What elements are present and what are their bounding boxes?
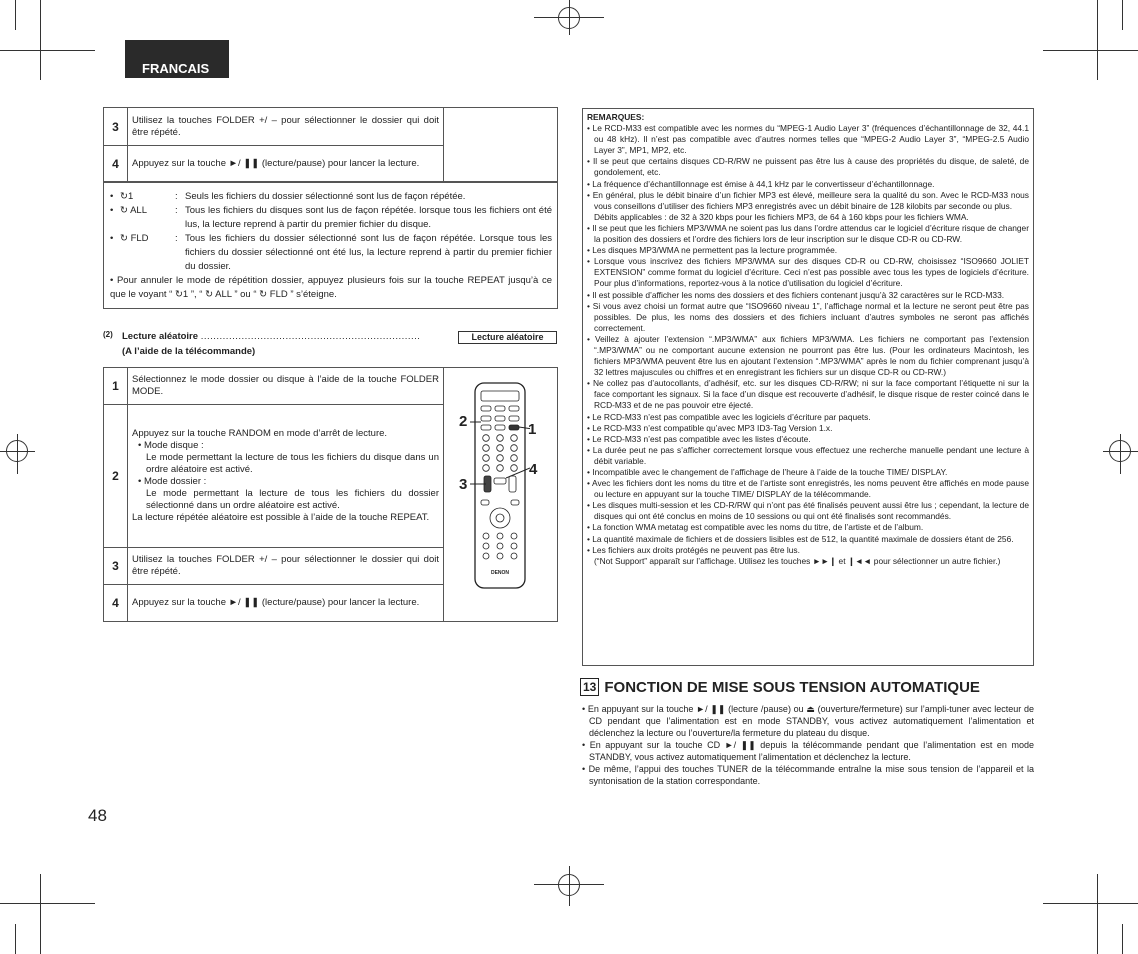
language-tab: FRANCAIS bbox=[125, 40, 229, 78]
repeat-modes bbox=[110, 190, 552, 302]
step-text: Utilisez la touches FOLDER +/ – pour sélectionner le dossier qui doit être répété. bbox=[128, 108, 444, 146]
step-line: Le mode permettant la lecture de tous les fichiers du dossier sélectionné dans un ordre aléatoire est activé. bbox=[146, 488, 439, 511]
callout-2: 2 bbox=[459, 413, 468, 430]
separator: : bbox=[175, 233, 178, 244]
mode-description: Seuls les fichiers du dossier sélectionné sont lus de façon répétée. bbox=[185, 191, 466, 202]
repeat-folder-icon: ↻ FLD bbox=[120, 233, 149, 244]
step-number: 4 bbox=[104, 146, 128, 183]
section-title: FONCTION DE MISE SOUS TENSION AUTOMATIQUE bbox=[604, 678, 980, 696]
list-item: • En général, plus le débit binaire d’un fichier MP3 est élevé, meilleure sera la qualité du son. Avec le RCD-M33 nous vous conseillons d’utiliser des fichiers MP3 enregistrés avec un débit binaire de 128 kilobits par seconde ou plus. bbox=[587, 189, 1029, 211]
list-item: • En appuyant sur la touche CD ►/ ❚❚ depuis la télécommande pendant que l’alimentation est en mode STANDBY, vous activez automatiquement l’alimentation et déclenchez la lecture. bbox=[582, 740, 1034, 762]
callout-3: 3 bbox=[459, 476, 468, 493]
step-line: Le mode permettant la lecture de tous les fichiers du disque dans un ordre aléatoire est activé. bbox=[146, 452, 439, 475]
step-text bbox=[128, 405, 444, 548]
list-item: (“Not Support” apparaît sur l’affichage. Utilisez les touches ►►❙ et ❙◄◄ pour sélectionner un autre fichier.) bbox=[594, 555, 1001, 566]
dot-leader: ...................................................................... bbox=[200, 331, 421, 342]
step-number: 3 bbox=[104, 548, 128, 585]
random-badge: Lecture aléatoire bbox=[458, 331, 557, 344]
list-item: • Avec les fichiers dont les noms du titre et de l’artiste sont enregistrés, les noms peuvent être affichés en mode pause ou lecture en appuyant sur la touche TIME/ DISPLAY de la télécommande. bbox=[587, 478, 1029, 500]
list-item: • Le RCD-M33 n’est pas compatible avec les logiciels d’écriture par paquets. bbox=[587, 411, 871, 422]
section-number: 13 bbox=[580, 678, 599, 696]
step-line: Appuyez sur la touche RANDOM en mode d’arrêt de lecture. bbox=[132, 428, 388, 439]
random-title: Lecture aléatoire bbox=[122, 331, 199, 342]
list-item: • Le RCD-M33 est compatible avec les normes du “MPEG-1 Audio Layer 3” (fréquences d’échantillonnage de 32, 44.1 ou 48 kHz). Il n’est pas compatible avec d’autres normes telles que “MPEG-2 Audio Layer 3”, “MPEG-2.5 Audio Layer 3”, MP1, MP2, etc. bbox=[587, 123, 1029, 156]
list-item: • Incompatible avec le changement de l’affichage de l’heure à l’aide de la touche TIME/ DISPLAY. bbox=[587, 467, 948, 477]
section-marker: (2) bbox=[103, 330, 113, 339]
section-heading bbox=[122, 331, 457, 342]
list-item: • Si vous avez choisi un format autre que “ISO9660 niveau 1”, l’affichage normal et la lecture ne seront peut être pas possibles. De plus, les noms des dossiers et des fichiers incluant d’autres symboles ne seront pas affichés correctement. bbox=[587, 300, 1029, 333]
remarks-title: REMARQUES: bbox=[587, 112, 645, 122]
separator: : bbox=[175, 191, 178, 202]
remarks-list bbox=[587, 123, 1029, 567]
step-number: 1 bbox=[104, 368, 128, 405]
page-number: 48 bbox=[88, 806, 107, 825]
mode-description: Tous les fichiers du disques sont lus de façon répétée. lorsque tous les fichiers ont été lus, la lecture reprend à partir du premier fichier du disque. bbox=[185, 205, 552, 230]
illustration-cell bbox=[444, 108, 558, 183]
list-item: • ↻1 : Seuls les fichiers du dossier sélectionné sont lus de façon répétée. bbox=[110, 190, 552, 204]
list-item: • De même, l’appui des touches TUNER de la télécommande entraîne la mise sous tension de l’appareil et la syntonisation de la station correspondante. bbox=[582, 764, 1034, 786]
repeat-steps-table bbox=[103, 107, 558, 183]
section-13-heading bbox=[580, 678, 980, 696]
step-line: • Mode dossier : bbox=[138, 476, 207, 487]
list-item: • En appuyant sur la touche ►/ ❚❚ (lecture /pause) ou ⏏ (ouverture/fermeture) sur l’ampli-tuner avec lecteur de CD pendant que l’alimentation est en mode STANDBY, vous activez automatiquement l’alimentation et déclenchez la lecture ou l’ouverture/la fermeture du plateau du disque. bbox=[582, 704, 1034, 738]
separator: : bbox=[175, 205, 178, 216]
remarks-box bbox=[582, 108, 1034, 666]
list-item: • Il se peut que certains disques CD-R/RW ne puissent pas être lus à cause des propriétés du disque, de saleté, de gondolement, etc. bbox=[587, 156, 1029, 178]
list-item: • Les disques MP3/WMA ne permettent pas la lecture programmée. bbox=[587, 245, 838, 256]
list-item: • Lorsque vous inscrivez des fichiers MP3/WMA sur des disques CD-R ou CD-RW, choisissez “ISO9660 JOLIET EXTENSION” comme format du logiciel d’écriture. Ceci n’est pas possible avec tous les types de logiciels d’écriture. Pour plus d’informations, reportez-vous à la notice d’utilisation du logiciel d’écriture. bbox=[587, 256, 1029, 289]
table-row bbox=[104, 108, 558, 146]
callout-1: 1 bbox=[528, 421, 537, 438]
list-item: • Les disques multi-session et les CD-R/RW qui n’ont pas été finalisés peuvent aussi être lus ; cependant, la lecture de disques qui ont été conclus en moins de 10 sessions ou qui ont été finalisés sont recommandés. bbox=[587, 500, 1029, 522]
step-number: 2 bbox=[104, 405, 128, 548]
step-text: Appuyez sur la touche ►/ ❚❚ (lecture/pause) pour lancer la lecture. bbox=[128, 585, 444, 622]
step-line: • Mode disque : bbox=[138, 440, 204, 451]
list-item: • Le RCD-M33 n’est pas compatible avec les listes d’écoute. bbox=[587, 433, 811, 444]
step-text: Utilisez la touches FOLDER +/ – pour sélectionner le dossier qui doit être répété. bbox=[128, 548, 444, 585]
list-item: • Veillez à ajouter l’extension “.MP3/WMA” aux fichiers MP3/WMA. Les fichiers ne comportant pas l’extension “.MP3/WMA” ou ne comportant aucune extension ne pourront pas être lus. (Pour les ordinateurs Macintosh, les fichiers MP3/WMA peuvent être lus en ajoutant l’extension “.MP3/WMA” après le nom du fichier comprenant jusqu’à 32 lettres majuscules ou chiffres et en enregistrant les fichiers sur un disque CD-R ou CD-RW.) bbox=[587, 333, 1029, 378]
step-text: Appuyez sur la touche ►/ ❚❚ (lecture/pause) pour lancer la lecture. bbox=[128, 146, 444, 183]
step-number: 3 bbox=[104, 108, 128, 146]
repeat-one-icon: ↻1 bbox=[120, 191, 134, 202]
callout-4: 4 bbox=[529, 461, 538, 478]
step-text: Sélectionnez le mode dossier ou disque à l’aide de la touche FOLDER MODE. bbox=[128, 368, 444, 405]
remote-control-illustration bbox=[470, 378, 530, 593]
list-item: • La quantité maximale de fichiers et de dossiers lisibles est de 512, la quantité maximale de dossiers étant de 256. bbox=[587, 533, 1014, 544]
step-number: 4 bbox=[104, 585, 128, 622]
list-item: • Les fichiers aux droits protégés ne peuvent pas être lus. bbox=[587, 544, 800, 555]
list-item: • Il se peut que les fichiers MP3/WMA ne soient pas lus dans l’ordre attendus car le logiciel d’écriture risque de changer la position des dossiers et l’ordre des fichiers lors de leur inscription sur le disque CD-R ou CD-RW. bbox=[587, 222, 1029, 245]
list-item: • Ne collez pas d’autocollants, d’adhésif, etc. sur les disques CD-R/RW; ni sur la face comportant l’étiquette ni sur la face comportant les signaux. Si la face d’un disque est recouverte d’adhésif, le disque risque de rester coincé dans le RCD-M33 et de ne pas pouvoir etre éjecté. bbox=[587, 378, 1029, 411]
list-item: • La fréquence d’échantillonnage est émise à 44,1 kHz par le convertisseur d’échantillonnage. bbox=[587, 178, 935, 189]
list-item: • Il est possible d’afficher les noms des dossiers et des fichiers contenant jusqu’à 32 caractères sur le RCD-M33. bbox=[587, 289, 1005, 300]
list-item: • ↻ FLD : Tous les fichiers du dossier sélectionné sont lus de façon répétée. Lorsque tous les fichiers du dossier sélectionné ont été lus, la lecture reprend à partir du premier fichier du dossier. bbox=[110, 233, 552, 272]
remote-brand-label: DENON bbox=[490, 570, 510, 576]
repeat-all-icon: ↻ ALL bbox=[120, 205, 147, 216]
list-item: • Le RCD-M33 n’est compatible qu’avec MP3 ID3-Tag Version 1.x. bbox=[587, 422, 833, 433]
mode-description: Tous les fichiers du dossier sélectionné sont lus de façon répétée. Lorsque tous les fichiers du dossier sélectionné ont été lus, la lecture reprend à partir du premier fichier du dossier. bbox=[185, 233, 552, 272]
auto-power-list bbox=[582, 703, 1034, 787]
list-item: Débits applicables : de 32 à 320 kbps pour les fichiers MP3, de 64 à 160 kbps pour les fichiers WMA. bbox=[594, 211, 969, 222]
list-item: • ↻ ALL : Tous les fichiers du disques sont lus de façon répétée. lorsque tous les fichiers ont été lus, la lecture reprend à partir du premier fichier du disque. bbox=[110, 205, 552, 230]
list-item: • La fonction WMA metatag est compatible avec les noms du titre, de l’artiste et de l’album. bbox=[587, 522, 924, 533]
step-line: La lecture répétée aléatoire est possible à l’aide de la touche REPEAT. bbox=[132, 512, 430, 523]
list-item: • La durée peut ne pas s’afficher correctement lorsque vous effectuez une recherche manuelle pendant une lecture à débit variable. bbox=[587, 444, 1029, 466]
repeat-cancel-note: • Pour annuler le mode de répétition dossier, appuyez plusieurs fois sur la touche REPEAT jusqu’à ce que le voyant “ ↻1 ”, “ ↻ ALL ” ou “ ↻ FLD ” s’éteigne. bbox=[110, 275, 552, 300]
random-subtitle: (A l’aide de la télécommande) bbox=[122, 346, 256, 357]
